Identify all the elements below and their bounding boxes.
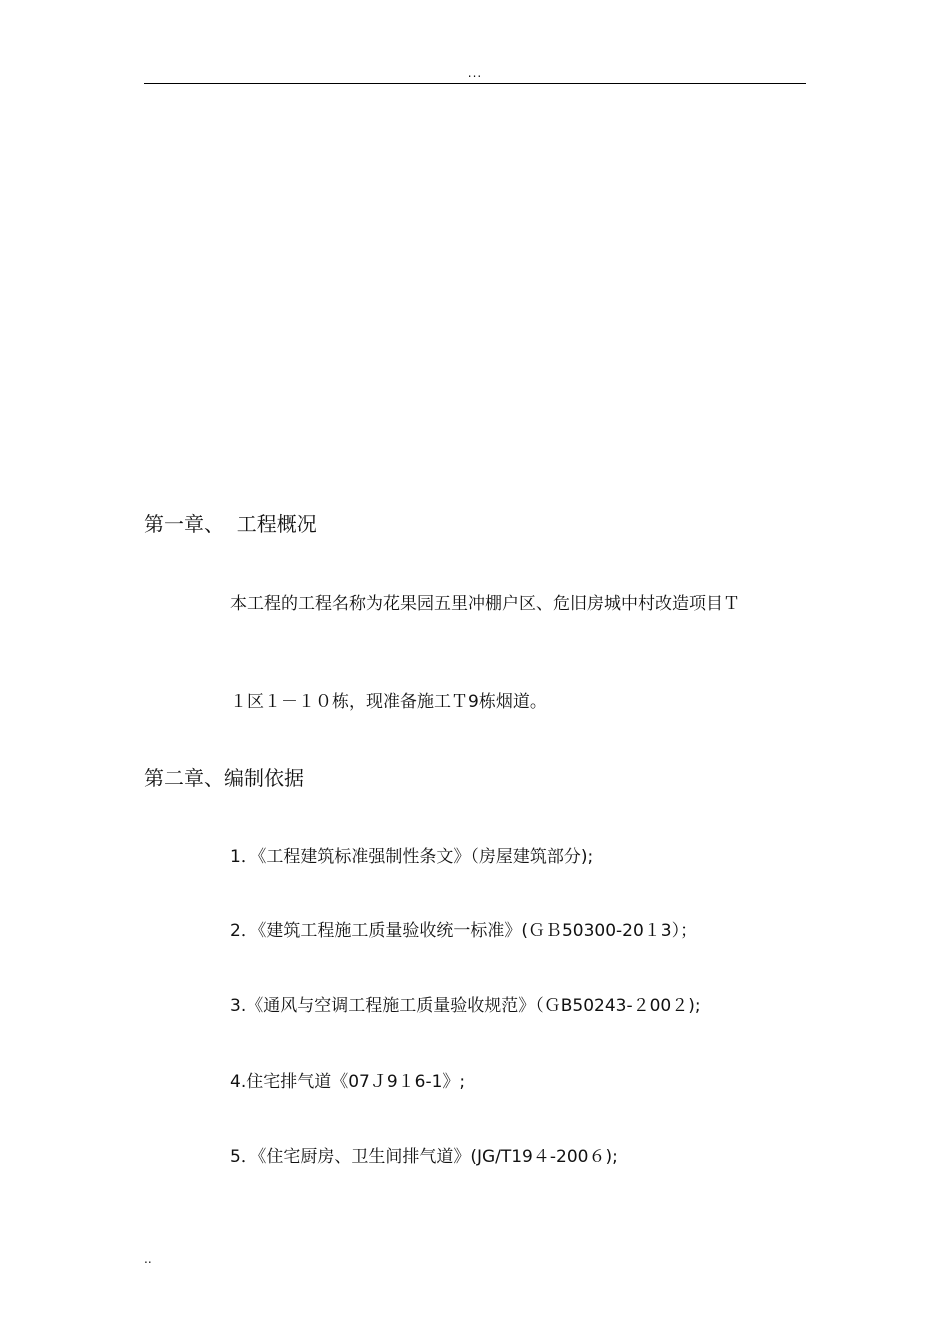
basis-item-2: 2．《建筑工程施工质量验收统一标准》(ＧＢ50300-20１3）； [230, 921, 698, 941]
page-header-mark: ... [467, 66, 483, 80]
basis-item-1: 1．《工程建筑标准强制性条文》（房屋建筑部分); [230, 847, 594, 867]
header-rule [144, 83, 806, 84]
basis-item-5: 5．《住宅厨房、卫生间排气道》(JG/T19４-200６); [230, 1147, 618, 1167]
basis-item-3: 3.《通风与空调工程施工质量验收规范》（ＧB50243-２00２); [230, 996, 701, 1016]
page-footer-mark: .. [144, 1252, 152, 1266]
chapter-1-paragraph-line-1: 本工程的工程名称为花果园五里冲棚户区、危旧房城中村改造项目Ｔ [230, 594, 740, 614]
chapter-1-paragraph-line-2: １区１－１０栋，现准备施工Ｔ9栋烟道。 [230, 692, 547, 712]
basis-item-4: 4.住宅排气道《07Ｊ9１6-1》; [230, 1072, 466, 1092]
chapter-1-heading: 第一章、 工程概况 [144, 512, 317, 536]
chapter-2-heading: 第二章、编制依据 [144, 766, 304, 790]
